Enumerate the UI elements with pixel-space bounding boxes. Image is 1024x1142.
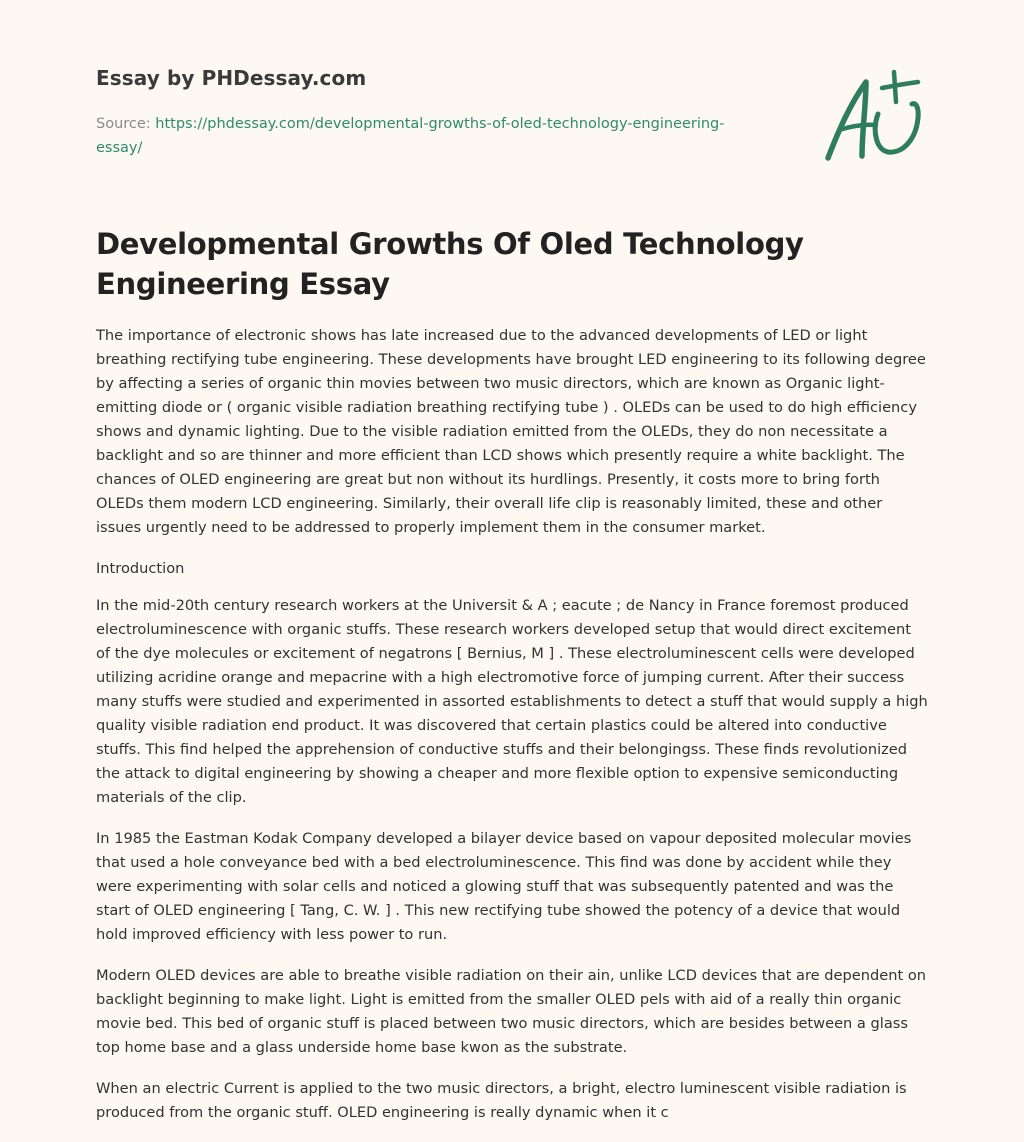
- body-paragraph: Modern OLED devices are able to breathe visible radiation on their ain, unlike LCD devices that are dependent on backlight beginning to make light. Light is emitted from the smaller OLED pels with aid of a really thin organic movie bed. This bed of organic stuff is placed between two music directors, which are besides between a glass top home base and a glass underside home base kwon as the substrate.: [96, 967, 927, 1056]
- section-heading-introduction: Introduction: [96, 560, 185, 577]
- essay-title: Developmental Growths Of Oled Technology Engineering Essay: [96, 227, 804, 301]
- source-label: Source:: [96, 116, 151, 132]
- abstract-paragraph: The importance of electronic shows has late increased due to the advanced developments of LED or light breathing rectifying tube engineering. These developments have brought LED engineering to its following degree by affecting a series of organic thin movies between two music directors, which are known as Organic light-emitting diode or ( organic visible radiation breathing rectifying tube ) . OLEDs can be used to do high efficiency shows and dynamic lighting. Due to the visible radiation emitted from the OLEDs, they do non necessitate a backlight and so are thinner and more efficient than LCD shows which presently require a white backlight. The chances of OLED engineering are great but non without its hurdlings. Presently, it costs more to bring forth OLEDs them modern LCD engineering. Similarly, their overall life clip is reasonably limited, these and other issues urgently need to be addressed to properly implement them in the consumer market.: [96, 327, 926, 536]
- body-paragraph: In the mid-20th century research workers at the Universit & A ; eacute ; de Nancy in France foremost produced electroluminescence with organic stuffs. These research workers developed setup that would direct excitement of the dye molecules or excitement of negatrons [ Bernius, M ] . These electroluminescent cells were developed utilizing acridine orange and mepacrine with a high electromotive force of jumping current. After their success many stuffs were studied and experimented in assorted establishments to detect a stuff that would supply a high quality visible radiation end product. It was discovered that certain plastics could be altered into conductive stuffs. This find helped the apprehension of conductive stuffs and their belongingss. These finds revolutionized the attack to digital engineering by showing a cheaper and more flexible option to expensive semiconducting materials of the clip.: [96, 597, 928, 806]
- site-brand: Essay by PHDessay.com: [96, 66, 367, 90]
- a-plus-logo-icon: [822, 68, 926, 164]
- body-paragraph: In 1985 the Eastman Kodak Company developed a bilayer device based on vapour deposited molecular movies that used a hole conveyance bed with a bed electroluminescence. This find was done by accident while they were experimenting with solar cells and noticed a glowing stuff that was subsequently patented and was the start of OLED engineering [ Tang, C. W. ] . This new rectifying tube showed the potency of a device that would hold improved efficiency with less power to run.: [96, 830, 912, 943]
- essay-body: [96, 324, 928, 1142]
- body-paragraph: When an electric Current is applied to the two music directors, a bright, electro luminescent visible radiation is produced from the organic stuff. OLED engineering is really dynamic when it c: [96, 1080, 907, 1121]
- source-line: [96, 112, 756, 160]
- source-link[interactable]: https://phdessay.com/developmental-growths-of-oled-technology-engineering-essay/: [96, 116, 725, 156]
